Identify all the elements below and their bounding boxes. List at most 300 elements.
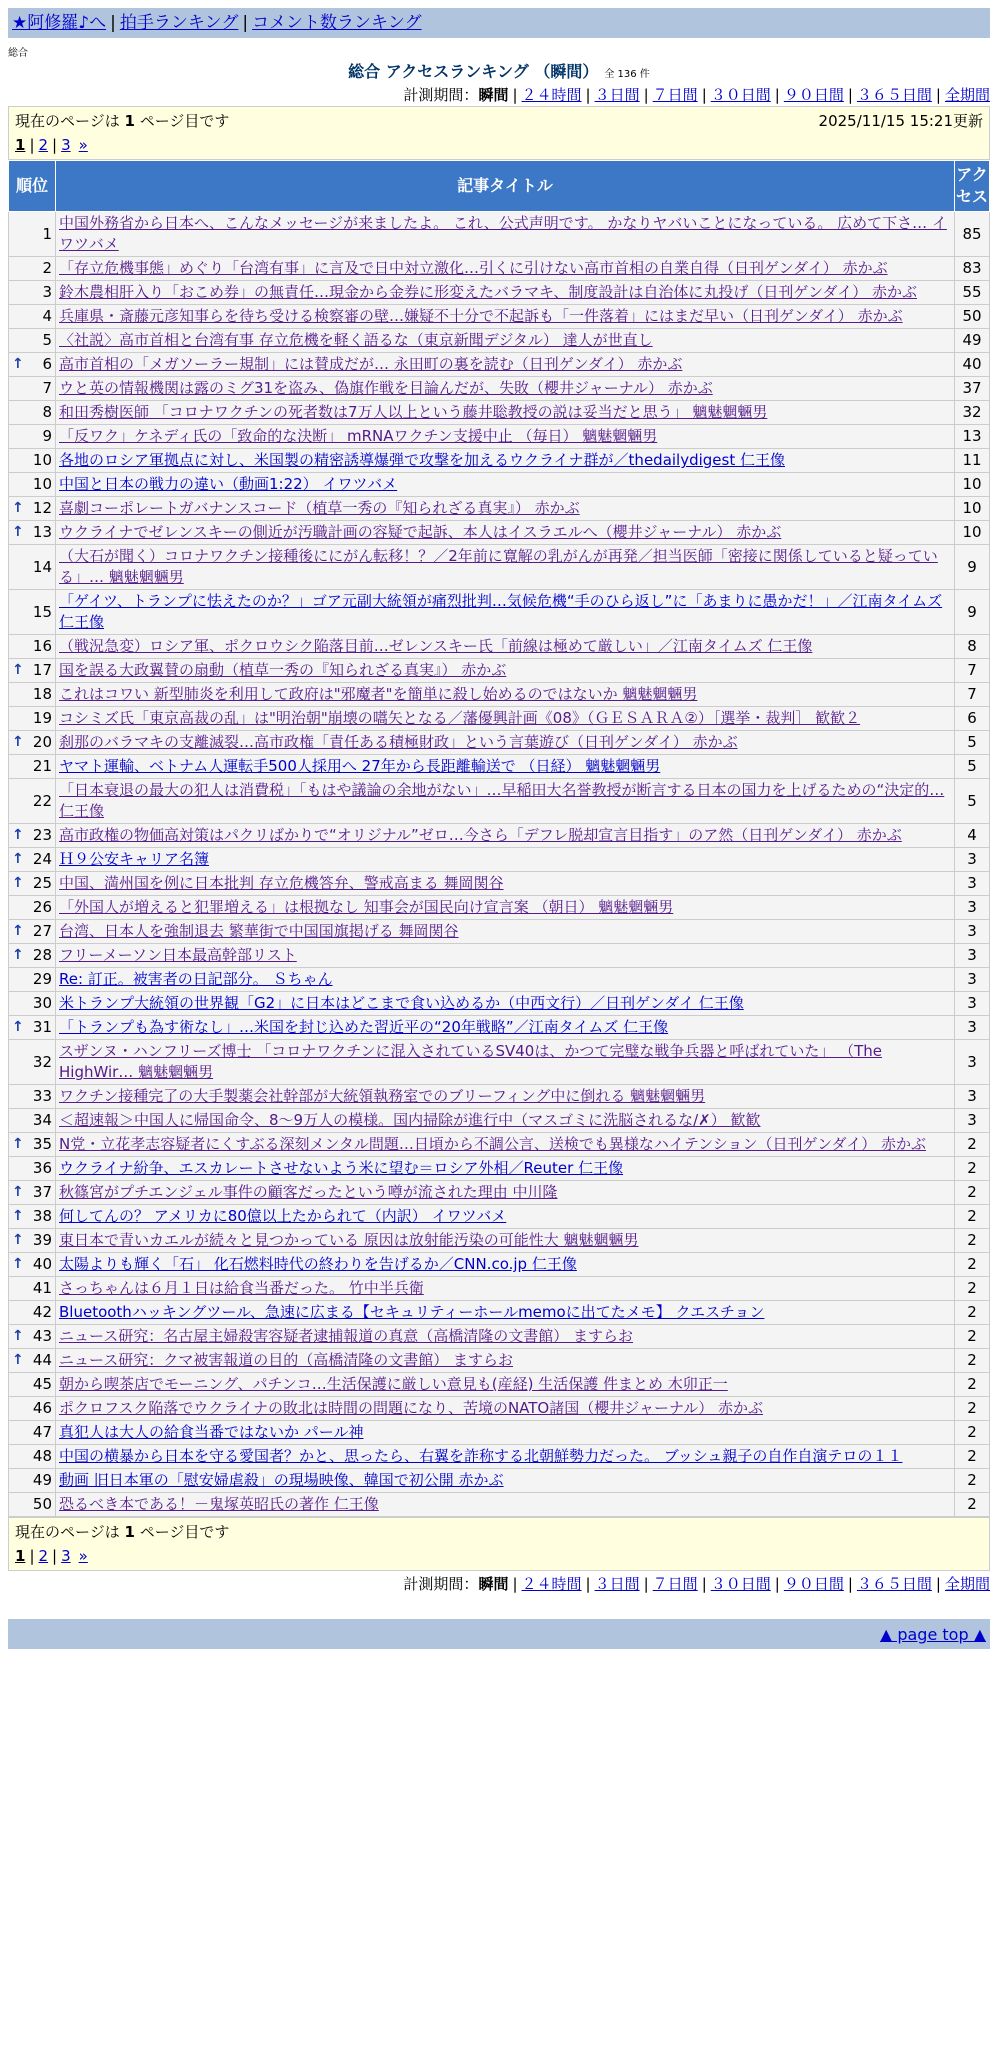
ranking-row <box>9 281 990 305</box>
ranking-row <box>9 944 990 968</box>
title-cell <box>56 848 955 872</box>
rank-up-icon: ↑ <box>12 662 24 678</box>
title-cell <box>56 1016 955 1040</box>
rank-number: 13 <box>32 523 52 541</box>
next-page-link[interactable]: » <box>78 136 88 154</box>
separator: | <box>643 1575 649 1593</box>
rank-number: 38 <box>32 1207 52 1225</box>
separator: | <box>512 86 518 104</box>
ranking-row <box>9 1253 990 1277</box>
rank-number: 27 <box>32 922 52 940</box>
rank-cell <box>9 755 56 779</box>
ranking-row <box>9 779 990 824</box>
access-count: 7 <box>955 659 990 683</box>
article-link[interactable]: 米トランプ大統領の世界観「G2」に日本はどこまで食い込めるか（中西文行）／日刊ゲンダイ 仁王像 <box>59 994 744 1012</box>
title-cell <box>56 305 955 329</box>
article-link[interactable]: 何してんの？ アメリカに80億以上たかられて（内訳） イワツバメ <box>59 1207 507 1225</box>
access-count: 3 <box>955 896 990 920</box>
access-count: 2 <box>955 1301 990 1325</box>
rank-cell <box>9 1397 56 1421</box>
access-count: 11 <box>955 449 990 473</box>
period-option-link[interactable]: ７日間 <box>652 1575 698 1593</box>
access-count: 9 <box>955 545 990 590</box>
rank-cell <box>9 521 56 545</box>
rank-number: 36 <box>32 1159 52 1177</box>
rank-number: 42 <box>32 1303 52 1321</box>
article-link[interactable]: 高市首相の「メガソーラー規制」には賛成だが… 永田町の裏を読む（日刊ゲンダイ） 赤かぶ <box>59 355 683 373</box>
rank-cell <box>9 377 56 401</box>
rank-number: 26 <box>32 898 52 916</box>
rank-number: 14 <box>32 557 52 576</box>
rank-cell <box>9 1157 56 1181</box>
access-count: 3 <box>955 1085 990 1109</box>
access-count: 3 <box>955 920 990 944</box>
title-cell <box>56 1085 955 1109</box>
ranking-row <box>9 590 990 635</box>
rank-number: 44 <box>32 1351 52 1369</box>
rank-cell <box>9 1109 56 1133</box>
rank-cell <box>9 497 56 521</box>
title-cell <box>56 1040 955 1085</box>
period-option-link[interactable]: ３６５日間 <box>856 1575 932 1593</box>
period-option-link[interactable]: ３日間 <box>594 86 640 104</box>
title-cell <box>56 1229 955 1253</box>
ranking-row <box>9 1421 990 1445</box>
period-option-link[interactable]: ３０日間 <box>710 1575 771 1593</box>
rank-cell <box>9 1421 56 1445</box>
ranking-row <box>9 473 990 497</box>
ranking-row <box>9 920 990 944</box>
rank-number: 43 <box>32 1327 52 1345</box>
rank-cell <box>9 683 56 707</box>
item-count: 全 136 件 <box>604 69 650 80</box>
ranking-row <box>9 1373 990 1397</box>
rank-cell <box>9 1040 56 1085</box>
article-link[interactable]: Bluetoothハッキングツール、急速に広まる【セキュリティーホールmemoに出てたメモ】 クエスチョン <box>59 1303 765 1321</box>
page-links <box>15 133 983 157</box>
separator: | <box>701 86 707 104</box>
access-count: 2 <box>955 1445 990 1469</box>
access-count: 3 <box>955 848 990 872</box>
footer-bar <box>8 1619 990 1649</box>
article-link[interactable]: 中国と日本の戦力の違い（動画1:22） イワツバメ <box>59 475 398 493</box>
period-option-link[interactable]: ３０日間 <box>710 86 771 104</box>
ranking-heading <box>8 60 990 84</box>
period-option-link[interactable]: 全期間 <box>944 86 990 104</box>
page-link[interactable]: 2 <box>38 1547 49 1565</box>
rank-cell <box>9 1016 56 1040</box>
rank-number: 35 <box>32 1135 52 1153</box>
article-link[interactable]: 太陽よりも輝く「石」 化石燃料時代の終わりを告げるか／CNN.co.jp 仁王像 <box>59 1255 577 1273</box>
rank-number: 39 <box>32 1231 52 1249</box>
rank-number: 37 <box>32 1183 52 1201</box>
rank-number: 21 <box>32 757 52 775</box>
ranking-row <box>9 257 990 281</box>
comment-ranking-link[interactable]: コメント数ランキング <box>252 13 422 33</box>
access-count: 2 <box>955 1469 990 1493</box>
rank-number: 29 <box>32 970 52 988</box>
period-option-link[interactable]: ９０日間 <box>783 86 844 104</box>
period-option-link[interactable]: ２４時間 <box>521 86 582 104</box>
article-link[interactable]: ワクチン接種完了の大手製薬会社幹部が大統領執務室でのブリーフィング中に倒れる 魑魅魍魎男 <box>59 1087 706 1105</box>
period-selector <box>8 1573 990 1595</box>
title-cell <box>56 779 955 824</box>
rank-number: 2 <box>42 259 52 277</box>
title-cell <box>56 353 955 377</box>
rank-cell <box>9 896 56 920</box>
rank-number: 41 <box>32 1279 52 1297</box>
next-page-link[interactable]: » <box>78 1547 88 1565</box>
access-count: 2 <box>955 1229 990 1253</box>
access-count: 4 <box>955 824 990 848</box>
rank-number: 31 <box>32 1018 52 1036</box>
title-cell <box>56 896 955 920</box>
separator: | <box>935 86 941 104</box>
ranking-row <box>9 1016 990 1040</box>
page-status: 現在のページは 1 ページ目です <box>15 1523 230 1541</box>
ranking-row <box>9 1445 990 1469</box>
article-link[interactable]: これはコワい 新型肺炎を利用して政府は"邪魔者"を簡単に殺し始めるのではないか 魑魅魍魎男 <box>59 685 698 703</box>
ranking-row <box>9 1181 990 1205</box>
rank-cell <box>9 329 56 353</box>
article-link[interactable]: 東日本で青いカエルが続々と見つかっている 原因は放射能汚染の可能性大 魑魅魍魎男 <box>59 1231 639 1249</box>
title-cell <box>56 872 955 896</box>
article-link[interactable]: （大石が聞く）コロナワクチン接種後ににがん転移！？／2年前に寛解の乳がんが再発／担当医師「密接に関係していると疑っている」… 魑魅魍魎男 <box>59 547 938 586</box>
access-count: 5 <box>955 731 990 755</box>
rank-number: 19 <box>32 709 52 727</box>
title-cell <box>56 497 955 521</box>
separator: | <box>935 1575 941 1593</box>
article-link[interactable]: Re: 訂正。被害者の日記部分。 Ｓちゃん <box>59 970 333 988</box>
article-link[interactable]: N党・立花孝志容疑者にくすぶる深刻メンタル問題…日頃から不調公言、送検でも異様なハイテンション（日刊ゲンダイ） 赤かぶ <box>59 1135 927 1153</box>
ranking-row <box>9 824 990 848</box>
article-link[interactable]: 中国、満州国を例に日本批判 存立危機答弁、警戒高まる 舞岡関谷 <box>59 874 504 892</box>
rank-number: 24 <box>32 850 52 868</box>
access-count: 2 <box>955 1133 990 1157</box>
access-count: 3 <box>955 872 990 896</box>
access-count: 85 <box>955 212 990 257</box>
col-rank-header: 順位 <box>9 161 56 212</box>
title-cell <box>56 281 955 305</box>
rank-number: 25 <box>32 874 52 892</box>
hakushu-ranking-link[interactable]: 拍手ランキング <box>119 13 239 33</box>
title-cell <box>56 1301 955 1325</box>
top-nav-bar: ★阿修羅♪へ | 拍手ランキング | コメント数ランキング <box>8 8 990 38</box>
article-link[interactable]: 動画 旧日本軍の「慰安婦虐殺」の現場映像、韓国で初公開 赤かぶ <box>59 1471 504 1489</box>
title-cell <box>56 449 955 473</box>
access-count: 2 <box>955 1157 990 1181</box>
ranking-row <box>9 521 990 545</box>
rank-number: 12 <box>32 499 52 517</box>
rank-number: 17 <box>32 661 52 679</box>
article-link[interactable]: 「トランプも為す術なし」…米国を封じ込めた習近平の“20年戦略”／江南タイムズ 仁王像 <box>59 1018 669 1036</box>
rank-number: 3 <box>42 283 52 301</box>
title-cell <box>56 1493 955 1517</box>
article-link[interactable]: 恐るべき本である！－鬼塚英昭氏の著作 仁王像 <box>59 1495 379 1513</box>
article-link[interactable]: ニュース研究：クマ被害報道の目的（高橋清隆の文書館） ますらお <box>59 1351 514 1369</box>
article-link[interactable]: 朝から喫茶店でモーニング、パチンコ…生活保護に厳しい意見も(産経) 生活保護 件まとめ 木卯正一 <box>59 1375 728 1393</box>
separator: | <box>701 1575 707 1593</box>
article-link[interactable]: 鈴木農相肝入り「おこめ券」の無責任…現金から金券に形変えたバラマキ、制度設計は自治体に丸投げ（日刊ゲンダイ） 赤かぶ <box>59 283 917 301</box>
page-top-link[interactable]: ▲ page top ▲ <box>879 1625 986 1644</box>
title-cell <box>56 1277 955 1301</box>
article-link[interactable]: 「存立危機事態」めぐり「台湾有事」に言及で日中対立激化…引くに引けない高市首相の自業自得（日刊ゲンダイ） 赤かぶ <box>59 259 888 277</box>
page-title: 総合 アクセスランキング （瞬間） <box>348 62 599 81</box>
period-label: 計測期間： <box>403 86 479 104</box>
period-option-link[interactable]: ３６５日間 <box>856 86 932 104</box>
rank-cell <box>9 590 56 635</box>
access-count: 49 <box>955 329 990 353</box>
article-link[interactable]: ウクライナ紛争、エスカレートさせないよう米に望む＝ロシア外相／Reuter 仁王像 <box>59 1159 624 1177</box>
period-option-link[interactable]: ２４時間 <box>521 1575 582 1593</box>
ranking-row <box>9 1277 990 1301</box>
article-link[interactable]: 国を誤る大政翼賛の扇動（植草一秀の『知られざる真実』） 赤かぶ <box>59 661 507 679</box>
article-link[interactable]: ニュース研究：名古屋主婦殺害容疑者逮捕報道の真意（高橋清隆の文書館） ますらお <box>59 1327 634 1345</box>
article-link[interactable]: （戦況急変）ロシア軍、ポクロウシク陥落目前…ゼレンスキー氏「前線は極めて厳しい」／江南タイムズ 仁王像 <box>59 637 813 655</box>
article-link[interactable]: 各地のロシア軍拠点に対し、米国製の精密誘導爆弾で攻撃を加えるウクライナ群が／thedailydigest 仁王像 <box>59 451 785 469</box>
ranking-row <box>9 848 990 872</box>
title-cell <box>56 401 955 425</box>
ranking-row <box>9 1397 990 1421</box>
rank-cell <box>9 1229 56 1253</box>
ranking-row <box>9 1493 990 1517</box>
ranking-row <box>9 1349 990 1373</box>
article-link[interactable]: 刹那のバラマキの支離滅裂…高市政権「責任ある積極財政」という言葉遊び（日刊ゲンダイ） 赤かぶ <box>59 733 738 751</box>
period-current: 瞬間 <box>478 86 509 104</box>
article-link[interactable]: 「ゲイツ、トランプに怯えたのか？」ゴア元副大統領が痛烈批判…気候危機“手のひら返し”に「あまりに愚かだ！」／江南タイムズ 仁王像 <box>59 592 943 631</box>
article-link[interactable]: ヤマト運輸、ベトナム人運転手500人採用へ 27年から長距離輸送で （日経） 魑魅魍魎男 <box>59 757 661 775</box>
rank-up-icon: ↑ <box>12 947 24 963</box>
ranking-row <box>9 449 990 473</box>
title-cell <box>56 1349 955 1373</box>
article-link[interactable]: 兵庫県・斎藤元彦知事らを待ち受ける検察審の壁…嫌疑不十分で不起訴も「一件落着」にはまだ早い（日刊ゲンダイ） 赤かぶ <box>59 307 903 325</box>
rank-number: 10 <box>32 451 52 469</box>
ranking-row <box>9 1085 990 1109</box>
rank-up-icon: ↑ <box>12 1256 24 1272</box>
rank-cell <box>9 1133 56 1157</box>
rank-up-icon: ↑ <box>12 1352 24 1368</box>
article-link[interactable]: ウクライナでゼレンスキーの側近が汚職計画の容疑で起訴、本人はイスラエルへ（櫻井ジャーナル） 赤かぶ <box>59 523 782 541</box>
separator: | <box>847 86 853 104</box>
rank-cell <box>9 779 56 824</box>
ranking-row <box>9 683 990 707</box>
page-link[interactable]: 2 <box>38 136 49 154</box>
page-link[interactable]: 3 <box>61 1547 71 1565</box>
pager-bottom <box>8 1517 990 1571</box>
article-link[interactable]: 「反ワク」ケネディ氏の「致命的な決断」 mRNAワクチン支援中止 （毎日） 魑魅魍魎男 <box>59 427 658 445</box>
title-cell <box>56 992 955 1016</box>
article-link[interactable]: ウと英の情報機関は露のミグ31を盗み、偽旗作戦を目論んだが、失敗（櫻井ジャーナル） 赤かぶ <box>59 379 713 397</box>
ranking-row <box>9 635 990 659</box>
access-count: 5 <box>955 779 990 824</box>
access-count: 2 <box>955 1349 990 1373</box>
rank-up-icon: ↑ <box>12 500 24 516</box>
rank-number: 15 <box>32 602 52 621</box>
article-link[interactable]: さっちゃんは６月１日は給食当番だった。 竹中半兵衛 <box>59 1279 424 1297</box>
rank-cell <box>9 401 56 425</box>
access-count: 40 <box>955 353 990 377</box>
rank-cell <box>9 1445 56 1469</box>
article-link[interactable]: コシミズ氏「東京高裁の乱」は"明治朝"崩壊の嚆矢となる／藩優興計画《08》（ＧＥＳＡＲＡ②）［選挙・裁判］ 歓歓２ <box>59 709 861 727</box>
title-cell <box>56 377 955 401</box>
title-cell <box>56 590 955 635</box>
period-option-link[interactable]: ７日間 <box>652 86 698 104</box>
article-link[interactable]: 喜劇コーポレートガバナンスコード（植草一秀の『知られざる真実』） 赤かぶ <box>59 499 580 517</box>
article-link[interactable]: 中国の横暴から日本を守る愛国者？かと、思ったら、右翼を詐称する北朝鮮勢力だった。 ブッシュ親子の自作自演テロの１１ <box>59 1447 903 1465</box>
rank-up-icon: ↑ <box>12 1328 24 1344</box>
page-link[interactable]: 1 <box>15 136 26 154</box>
title-cell <box>56 707 955 731</box>
rank-number: 28 <box>32 946 52 964</box>
article-link[interactable]: 中国外務省から日本へ、こんなメッセージが来ましたよ。 これ、公式声明です。 かなりヤバいことになっている。 広めて下さ… イワツバメ <box>59 214 947 253</box>
rank-number: 50 <box>32 1495 52 1513</box>
ranking-row <box>9 659 990 683</box>
rank-cell <box>9 1205 56 1229</box>
article-link[interactable]: 真犯人は大人の給食当番ではないか パール神 <box>59 1423 364 1441</box>
article-link[interactable]: 〈社説〉高市首相と台湾有事 存立危機を軽く語るな（東京新聞デジタル） 達人が世直し <box>59 331 653 349</box>
title-cell <box>56 968 955 992</box>
access-count: 6 <box>955 707 990 731</box>
ranking-row <box>9 353 990 377</box>
separator: | <box>774 1575 780 1593</box>
updated-time: 2025/11/15 15:21更新 <box>818 112 983 130</box>
separator: | <box>774 86 780 104</box>
ranking-row <box>9 1109 990 1133</box>
period-selector <box>8 84 990 106</box>
access-count: 37 <box>955 377 990 401</box>
access-count: 2 <box>955 1493 990 1517</box>
title-cell <box>56 545 955 590</box>
rank-cell <box>9 1349 56 1373</box>
access-count: 2 <box>955 1253 990 1277</box>
title-cell <box>56 824 955 848</box>
period-current: 瞬間 <box>478 1575 509 1593</box>
ranking-row <box>9 755 990 779</box>
access-count: 5 <box>955 755 990 779</box>
article-link[interactable]: 和田秀樹医師 「コロナワクチンの死者数は7万人以上という藤井聡教授の説は妥当だと思う」 魑魅魍魎男 <box>59 403 768 421</box>
access-count: 50 <box>955 305 990 329</box>
rank-up-icon: ↑ <box>12 923 24 939</box>
separator: | <box>29 136 35 154</box>
rank-cell <box>9 635 56 659</box>
rank-up-icon: ↑ <box>12 1184 24 1200</box>
rank-number: 22 <box>32 791 52 810</box>
article-link[interactable]: 高市政権の物価高対策はパクリばかりで“オリジナル”ゼロ…今さら「デフレ脱却宣言目指す」のア然（日刊ゲンダイ） 赤かぶ <box>59 826 902 844</box>
access-count: 3 <box>955 1016 990 1040</box>
title-cell <box>56 1373 955 1397</box>
access-count: 3 <box>955 968 990 992</box>
rank-cell <box>9 545 56 590</box>
article-link[interactable]: 「外国人が増えると犯罪増える」は根拠なし 知事会が国民向け宣言案 （朝日） 魑魅魍魎男 <box>59 898 674 916</box>
rank-number: 30 <box>32 994 52 1012</box>
title-cell <box>56 425 955 449</box>
home-link[interactable]: ★阿修羅♪へ <box>12 13 107 33</box>
access-count: 7 <box>955 683 990 707</box>
pager-top <box>8 106 990 160</box>
rank-up-icon: ↑ <box>12 524 24 540</box>
ranking-row <box>9 968 990 992</box>
rank-number: 49 <box>32 1471 52 1489</box>
rank-up-icon: ↑ <box>12 827 24 843</box>
ranking-row <box>9 1325 990 1349</box>
article-link[interactable]: Ｈ９公安キャリア名簿 <box>59 850 210 868</box>
rank-number: 20 <box>32 733 52 751</box>
rank-cell <box>9 1085 56 1109</box>
access-count: 9 <box>955 590 990 635</box>
access-count: 2 <box>955 1373 990 1397</box>
rank-number: 40 <box>32 1255 52 1273</box>
ranking-row <box>9 1469 990 1493</box>
article-link[interactable]: 秋篠宮がプチエンジェル事件の顧客だったという噂が流された理由 中川隆 <box>59 1183 558 1201</box>
title-cell <box>56 1109 955 1133</box>
rank-up-icon: ↑ <box>12 875 24 891</box>
title-cell <box>56 1469 955 1493</box>
article-link[interactable]: ポクロフスク陥落でウクライナの敗北は時間の問題になり、苦境のNATO諸国（櫻井ジャーナル） 赤かぶ <box>59 1399 763 1417</box>
rank-cell <box>9 257 56 281</box>
rank-cell <box>9 872 56 896</box>
period-option-link[interactable]: ３日間 <box>594 1575 640 1593</box>
separator: | <box>52 1547 58 1565</box>
rank-cell <box>9 1301 56 1325</box>
col-access-header: アクセス <box>955 161 990 212</box>
period-option-link[interactable]: 全期間 <box>944 1575 990 1593</box>
ranking-row <box>9 401 990 425</box>
title-cell <box>56 1253 955 1277</box>
article-link[interactable]: スザンヌ・ハンフリーズ博士 「コロナワクチンに混入されているSV40は、かつて完璧な戦争兵器と呼ばれていた」 （The HighWir… 魑魅魍魎男 <box>59 1042 883 1081</box>
rank-cell <box>9 1493 56 1517</box>
rank-up-icon: ↑ <box>12 1232 24 1248</box>
title-cell <box>56 944 955 968</box>
article-link[interactable]: ＜超速報＞中国人に帰国命令、8～9万人の模様。国内掃除が進行中（マスゴミに洗脳されるな/✗） 歓歓 <box>59 1111 761 1129</box>
period-option-link[interactable]: ９０日間 <box>783 1575 844 1593</box>
access-count: 2 <box>955 1397 990 1421</box>
rank-cell <box>9 1253 56 1277</box>
separator: | <box>585 1575 591 1593</box>
article-link[interactable]: フリーメーソン日本最高幹部リスト <box>59 946 297 964</box>
rank-up-icon: ↑ <box>12 851 24 867</box>
rank-number: 9 <box>42 427 52 445</box>
access-count: 10 <box>955 473 990 497</box>
ranking-row <box>9 1301 990 1325</box>
separator: | <box>847 1575 853 1593</box>
ranking-row <box>9 425 990 449</box>
rank-cell <box>9 731 56 755</box>
title-cell <box>56 1181 955 1205</box>
rank-cell <box>9 992 56 1016</box>
access-count: 3 <box>955 992 990 1016</box>
rank-cell <box>9 944 56 968</box>
access-count: 55 <box>955 281 990 305</box>
title-cell <box>56 1445 955 1469</box>
access-count: 3 <box>955 1040 990 1085</box>
page-link[interactable]: 3 <box>61 136 71 154</box>
title-cell <box>56 731 955 755</box>
rank-number: 23 <box>32 826 52 844</box>
access-count: 3 <box>955 944 990 968</box>
page-link[interactable]: 1 <box>15 1547 26 1565</box>
rank-number: 33 <box>32 1087 52 1105</box>
rank-number: 8 <box>42 403 52 421</box>
title-cell <box>56 635 955 659</box>
rank-number: 18 <box>32 685 52 703</box>
rank-cell <box>9 824 56 848</box>
article-link[interactable]: 台湾、日本人を強制退去 繁華街で中国国旗掲げる 舞岡関谷 <box>59 922 459 940</box>
ranking-row <box>9 377 990 401</box>
separator: | <box>512 1575 518 1593</box>
rank-cell <box>9 1325 56 1349</box>
article-link[interactable]: 「日本衰退の最大の犯人は消費税」「もはや議論の余地がない」…早稲田大名誉教授が断言する日本の国力を上げるための“決定的… 仁王像 <box>59 781 945 820</box>
ranking-row <box>9 872 990 896</box>
